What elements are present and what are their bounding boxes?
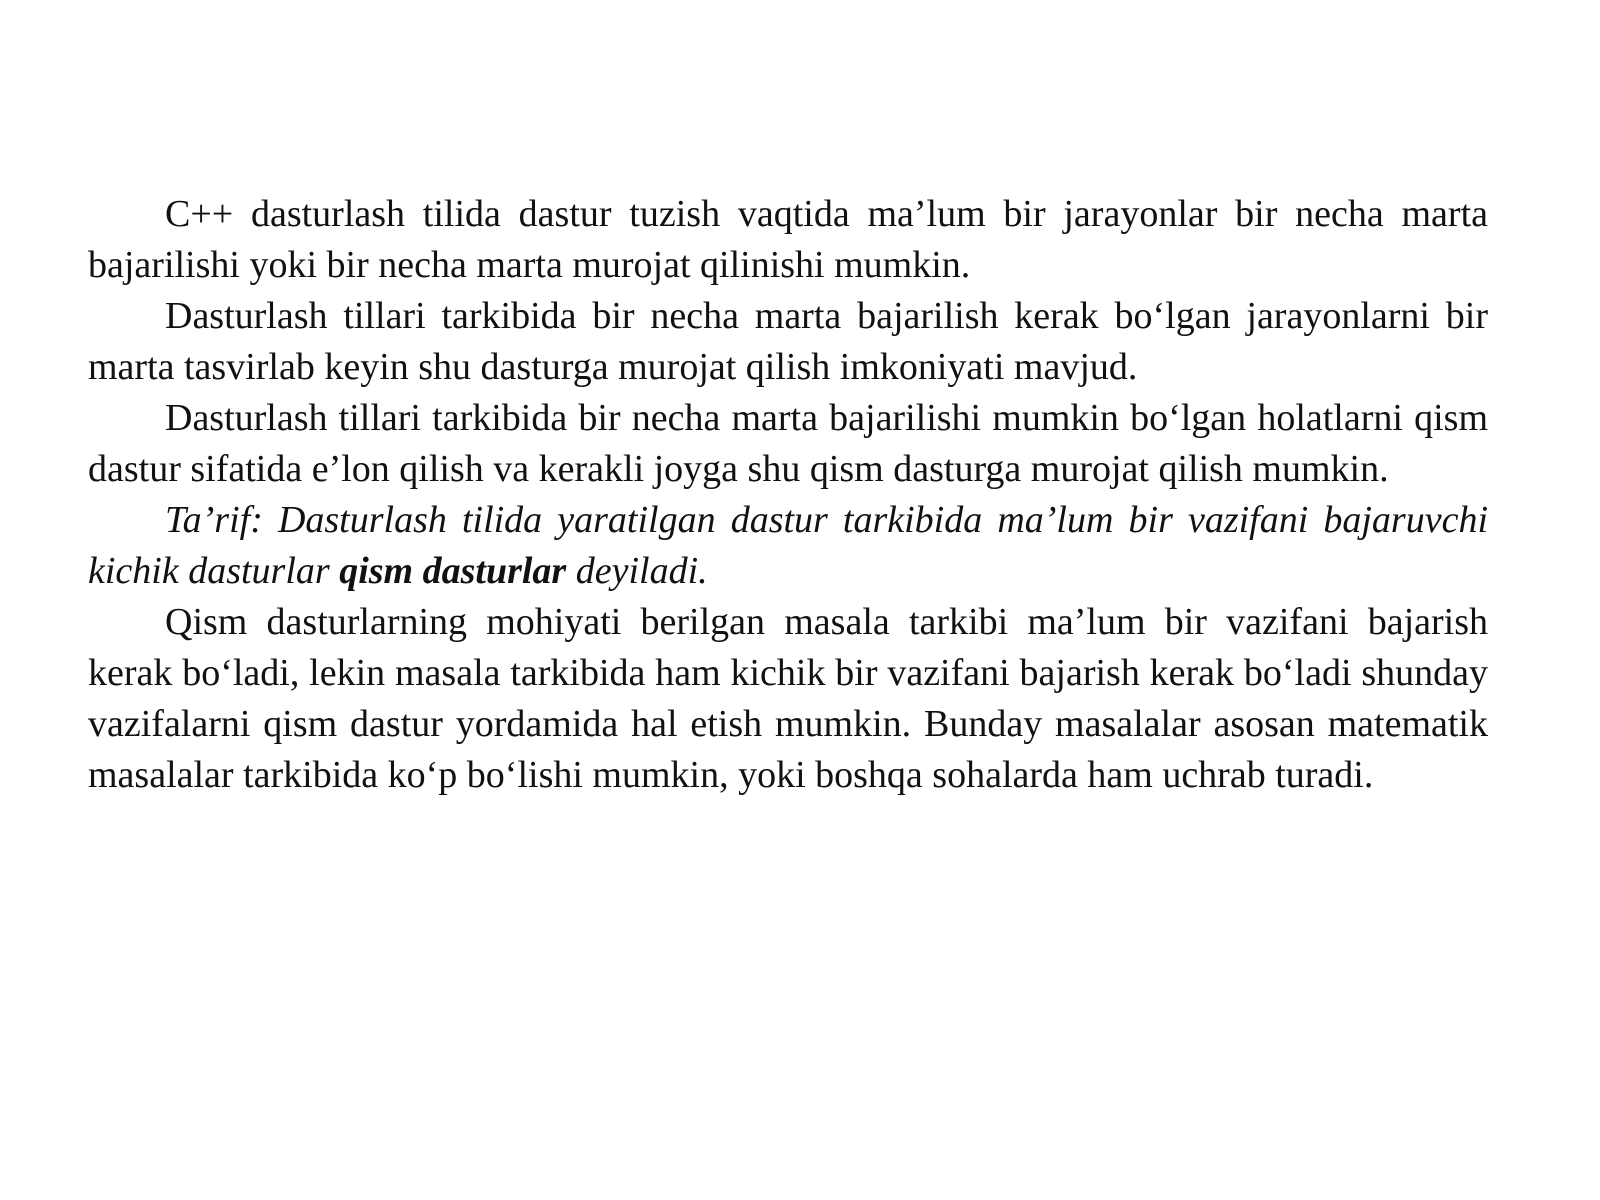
paragraph-declaration: Dasturlash tillari tarkibida bir necha marta bajarilishi mumkin bo‘lgan holatlarni qism dastur sifatida e’lon qilish va kerakli joyga shu qism dasturga murojat qilish mumkin. (88, 397, 1488, 490)
paragraph-essence: Qism dasturlarning mohiyati berilgan masala tarkibi ma’lum bir vazifani bajarish kerak bo‘ladi, lekin masala tarkibida ham kichik bir vazifani bajarish kerak bo‘ladi shunday vazifalarni qism dastur yordamida hal etish mumkin. Bunday masalalar asosan matematik masalalar tarkibida ko‘p bo‘lishi mumkin, yoki boshqa sohalarda ham uchrab turadi. (88, 601, 1488, 796)
paragraph-possibility: Dasturlash tillari tarkibida bir necha marta bajarilish kerak bo‘lgan jarayonlarni bir marta tasvirlab keyin shu dasturga murojat qilish imkoniyati mavjud. (88, 295, 1488, 388)
paragraph-intro: C++ dasturlash tilida dastur tuzish vaqtida ma’lum bir jarayonlar bir necha marta bajarilishi yoki bir necha marta murojat qilinishi mumkin. (88, 193, 1488, 286)
paragraph-definition (88, 495, 1488, 597)
definition-tail-text: deyiladi. (566, 550, 708, 592)
document-body (88, 189, 1488, 801)
definition-lead-text: Ta’rif: Dasturlash tilida yaratilgan dastur tarkibida ma’lum bir vazifani bajaruvchi kichik dasturlar (88, 499, 1488, 592)
definition-term: qism dasturlar (339, 550, 567, 592)
